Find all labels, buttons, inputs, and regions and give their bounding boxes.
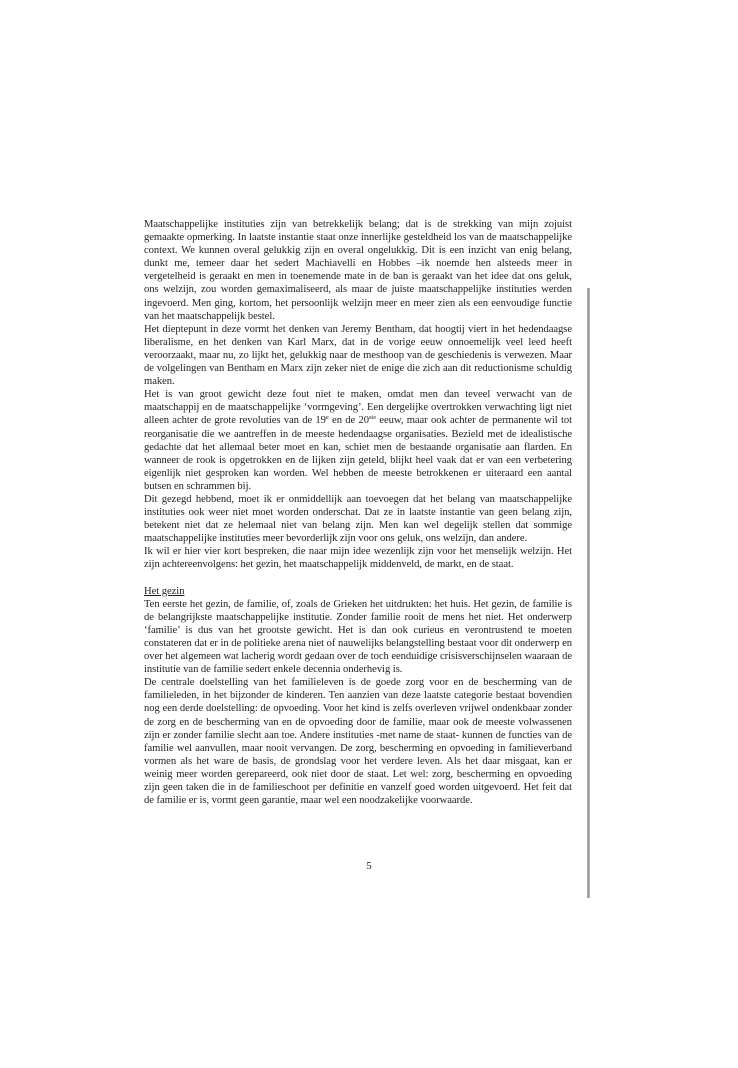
paragraph-family-intro: Ten eerste het gezin, de familie, of, zoals de Grieken het uitdrukten: het huis. Het gezin, de familie is de belangrijkste maatschappelijke institutie. Zonder familie rooit de mens het niet. Het onderwerp ‘familie’ is dus van het grootste gewicht. Het is dan ook curieus en verontrustend te moeten constateren dat er in de politieke arena niet of nauwelijks belangstelling bestaat voor dit onderwerp en over het algemeen wat lacherig wordt gedaan over de toch eenduidige crisisverschijnselen waaraan de institutie van de familie sedert enkele decennia onderhevig is. — [144, 598, 572, 676]
superscript-19e: e — [325, 414, 329, 422]
paragraph-revolutions-part2: en de 20 — [328, 415, 369, 427]
superscript-20ste: ste — [368, 414, 377, 422]
paragraph-bentham-marx: Het dieptepunt in deze vormt het denken van Jeremy Bentham, dat hoogtij viert in het hedendaagse liberalisme, en het denken van Karl Marx, dat in de vorige eeuw onnoemelijk veel leed heeft veroorzaakt, maar nu, zo lijkt het, gelukkig naar de mesthoop van de geschiedenis is verwezen. Maar de volgelingen van Bentham en Marx zijn zeker niet de enige die zich aan dit reductionisme schuldig maken. — [144, 323, 572, 388]
paragraph-revolutions-part3: eeuw, maar ook achter de permanente wil tot reorganisatie die we aantreffen in de meeste hedendaagse organisaties. Bezield met de idealistische gedachte dat het allemaal beter moet en kan, schiet men de bestaande organisatie aan flarden. En wanneer de rook is opgetrokken en de lijken zijn geteld, blijkt heel vaak dat er van een verbetering eigenlijk niet gesproken kan worden. Wel hebben de meeste betrokkenen er uiteraard een aantal butsen en schrammen bij. — [144, 415, 573, 492]
scan-edge-shadow — [587, 288, 590, 898]
paragraph-four-institutions: Ik wil er hier vier kort bespreken, die naar mijn idee wezenlijk zijn voor het menselijk welzijn. Het zijn achtereenvolgens: het gezin, het maatschappelijk middenveld, de markt, en de staat. — [144, 546, 572, 571]
paragraph-revolutions — [144, 388, 572, 493]
page-body — [144, 218, 572, 807]
page-number: 5 — [366, 860, 372, 872]
paragraph-institutions: Maatschappelijke instituties zijn van betrekkelijk belang; dat is de strekking van mijn zojuist gemaakte opmerking. In laatste instantie staat onze innerlijke gesteldheid los van de maatschappelijke context. We kunnen overal gelukkig zijn en overal ongelukkig. Dit is een inzicht van enig belang, dunkt me, temeer daar het sedert Machiavelli en Hobbes –ik noemde hen alsteeds meer in vergetelheid is geraakt en men in toenemende mate in de ban is geraakt van het idee dat ons geluk, ons welzijn, zou worden gemaximaliseerd, als maar de juiste maatschappelijke instituties werden ingevoerd. Men ging, kortom, het persoonlijk welzijn meer en meer zien als een eenvoudige functie van het maatschappelijk bestel. — [144, 219, 572, 322]
section-heading-het-gezin: Het gezin — [144, 585, 185, 597]
paragraph-gap — [144, 572, 572, 585]
paragraph-importance: Dit gezegd hebbend, moet ik er onmiddellijk aan toevoegen dat het belang van maatschappelijke instituties ook weer niet moet worden onderschat. Dat ze in laatste instantie van geen belang zijn, betekent niet dat ze helemaal niet van belang zijn. Men kan wel degelijk stellen dat sommige maatschappelijke instituties meer bevorderlijk zijn voor ons geluk, ons welzijn, dan andere. — [144, 493, 572, 545]
paragraph-family-care: De centrale doelstelling van het familieleven is de goede zorg voor en de bescherming van de familieleden, in het bijzonder de kinderen. Ten aanzien van deze laatste categorie bestaat bovendien nog een derde doelstelling: de opvoeding. Voor het kind is zelfs overleven vrijwel ondenkbaar zonder de zorg en de bescherming van en de opvoeding door de familie, maar ook de meeste volwassenen zijn er zonder familie slecht aan toe. Andere instituties -met name de staat- kunnen de functies van de familie wel aanvullen, maar nooit vervangen. De zorg, bescherming en opvoeding in familieverband vormen als het ware de basis, de grondslag voor het verdere leven. Als het daar misgaat, kan er weinig meer worden gerepareerd, ook niet door de staat. Let wel: zorg, bescherming en opvoeding zijn geen taken die in de familieschoot per definitie en vanzelf goed worden uitgevoerd. Het feit dat de familie er is, vormt geen garantie, maar wel een noodzakelijke voorwaarde. — [144, 677, 572, 807]
paragraph-revolutions-part1: Het is van groot gewicht deze fout niet te maken, omdat men dan teveel verwacht van de maatschappij en de maatschappelijke ‘vormgeving’. Een dergelijke overtrokken verwachting ligt niet alleen achter de grote revoluties van de 19 — [144, 389, 572, 427]
